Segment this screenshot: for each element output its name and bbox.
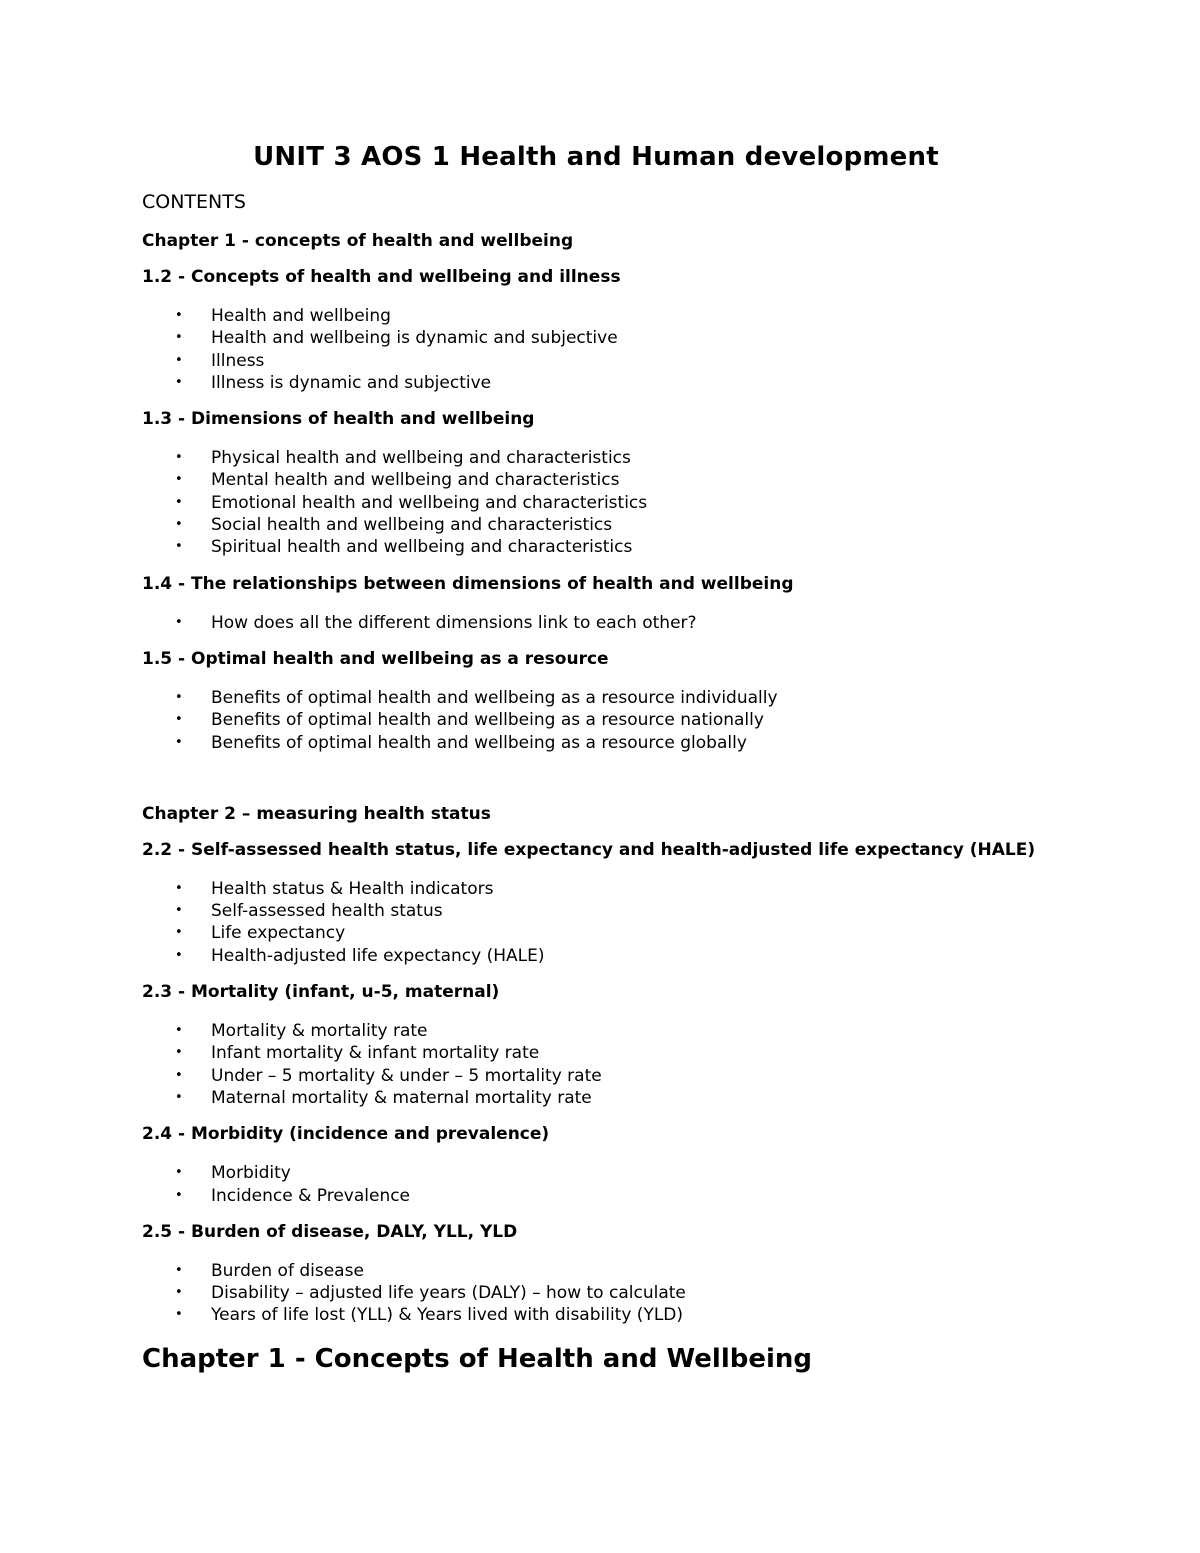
list-item-text: Benefits of optimal health and wellbeing as a resource individually [211, 687, 778, 708]
toc-section-heading: 2.2 - Self-assessed health status, life expectancy and health-adjusted life expectancy (HALE) [142, 839, 1036, 860]
list-item [142, 732, 1050, 754]
toc-bullet-list [142, 447, 1050, 558]
bullet-icon: • [175, 1285, 183, 1301]
toc-bullet-list [142, 1020, 1050, 1109]
bullet-icon: • [175, 1045, 183, 1061]
list-item [142, 1020, 1050, 1042]
bullet-icon: • [175, 689, 183, 705]
document-title: UNIT 3 AOS 1 Health and Human development [253, 142, 939, 172]
list-item [142, 1260, 1050, 1282]
toc-bullet-list [142, 612, 1050, 634]
toc-bullet-list [142, 1162, 1050, 1207]
bullet-icon: • [175, 712, 183, 728]
list-item-text: Physical health and wellbeing and characteristics [211, 448, 631, 469]
bullet-icon: • [175, 517, 183, 533]
list-item-text: Health and wellbeing [211, 306, 391, 326]
chapter-1-heading: Chapter 1 - Concepts of Health and Wellbeing [142, 1343, 813, 1374]
list-item [142, 1282, 1050, 1304]
contents-label: CONTENTS [142, 191, 246, 213]
toc-section-heading: 1.3 - Dimensions of health and wellbeing [142, 409, 535, 430]
list-item-text: Morbidity [211, 1163, 291, 1184]
list-item-text: Benefits of optimal health and wellbeing as a resource globally [211, 732, 747, 753]
list-item [142, 709, 1050, 731]
list-item-text: Burden of disease [211, 1260, 364, 1281]
bullet-icon: • [175, 925, 183, 941]
list-item [142, 447, 1050, 469]
toc-section-heading: 2.3 - Mortality (infant, u-5, maternal) [142, 982, 500, 1003]
bullet-icon: • [175, 1089, 183, 1105]
list-item-text: Health status & Health indicators [211, 878, 494, 899]
list-item-text: Maternal mortality & maternal mortality rate [211, 1087, 592, 1108]
list-item-text: How does all the different dimensions link to each other? [211, 612, 697, 633]
list-item [142, 1162, 1050, 1184]
toc-section-heading: 2.5 - Burden of disease, DALY, YLL, YLD [142, 1221, 518, 1242]
toc-section-heading: 1.4 - The relationships between dimensions of health and wellbeing [142, 573, 794, 594]
toc-chapter-label: Chapter 2 – measuring health status [142, 803, 491, 824]
bullet-icon: • [175, 1165, 183, 1181]
toc-chapter [142, 230, 1050, 754]
list-item [142, 514, 1050, 536]
list-item-text: Years of life lost (YLL) & Years lived with disability (YLD) [211, 1305, 684, 1326]
bullet-icon: • [175, 539, 183, 555]
toc-bullet-list [142, 687, 1050, 754]
list-item-text: Incidence & Prevalence [211, 1185, 411, 1206]
list-item [142, 612, 1050, 634]
toc-section-heading: 2.4 - Morbidity (incidence and prevalence) [142, 1124, 550, 1145]
list-item-text: Health-adjusted life expectancy (HALE) [211, 945, 545, 966]
list-item-text: Mortality & mortality rate [211, 1021, 428, 1042]
list-item-text: Illness is dynamic and subjective [211, 372, 492, 393]
bullet-icon: • [175, 450, 183, 466]
list-item [142, 372, 1050, 394]
list-item-text: Disability – adjusted life years (DALY) – how to calculate [211, 1283, 686, 1304]
list-item-text: Emotional health and wellbeing and characteristics [211, 492, 648, 513]
bullet-icon: • [175, 947, 183, 963]
list-item [142, 327, 1050, 349]
list-item-text: Infant mortality & infant mortality rate [211, 1043, 540, 1064]
list-item-text: Under – 5 mortality & under – 5 mortality rate [211, 1065, 602, 1086]
list-item [142, 1087, 1050, 1109]
list-item-text: Spiritual health and wellbeing and characteristics [211, 537, 633, 558]
list-item [142, 922, 1050, 944]
bullet-icon: • [175, 1187, 183, 1203]
list-item [142, 536, 1050, 558]
list-item [142, 350, 1050, 372]
bullet-icon: • [175, 880, 183, 896]
list-item [142, 945, 1050, 967]
bullet-icon: • [175, 734, 183, 750]
list-item [142, 1304, 1050, 1326]
bullet-icon: • [175, 352, 183, 368]
list-item-text: Social health and wellbeing and characteristics [211, 515, 613, 536]
bullet-icon: • [175, 330, 183, 346]
bullet-icon: • [175, 1262, 183, 1278]
list-item-text: Life expectancy [211, 923, 346, 944]
list-item [142, 878, 1050, 900]
list-item-text: Self-assessed health status [211, 901, 443, 922]
list-item [142, 687, 1050, 709]
list-item-text: Health and wellbeing is dynamic and subjective [211, 328, 618, 349]
bullet-icon: • [175, 903, 183, 919]
toc-bullet-list [142, 305, 1050, 394]
list-item [142, 469, 1050, 491]
list-item [142, 900, 1050, 922]
bullet-icon: • [175, 614, 183, 630]
list-item [142, 1065, 1050, 1087]
list-item-text: Mental health and wellbeing and characteristics [211, 470, 620, 491]
bullet-icon: • [175, 308, 183, 323]
list-item [142, 492, 1050, 514]
bullet-icon: • [175, 1023, 183, 1039]
toc-section-heading: 1.5 - Optimal health and wellbeing as a resource [142, 648, 609, 669]
list-item-text: Illness [211, 350, 265, 371]
table-of-contents [142, 230, 1050, 1327]
bullet-icon: • [175, 1067, 183, 1083]
list-item [142, 1185, 1050, 1207]
bullet-icon: • [175, 494, 183, 510]
toc-chapter [142, 803, 1050, 1327]
list-item [142, 1042, 1050, 1064]
toc-bullet-list [142, 878, 1050, 967]
toc-section-heading: 1.2 - Concepts of health and wellbeing and illness [142, 267, 621, 287]
toc-chapter-label: Chapter 1 - concepts of health and wellbeing [142, 231, 574, 251]
bullet-icon: • [175, 472, 183, 488]
bullet-icon: • [175, 1307, 183, 1323]
list-item-text: Benefits of optimal health and wellbeing as a resource nationally [211, 710, 764, 731]
toc-bullet-list [142, 1260, 1050, 1327]
bullet-icon: • [175, 374, 183, 390]
list-item [142, 305, 1050, 327]
